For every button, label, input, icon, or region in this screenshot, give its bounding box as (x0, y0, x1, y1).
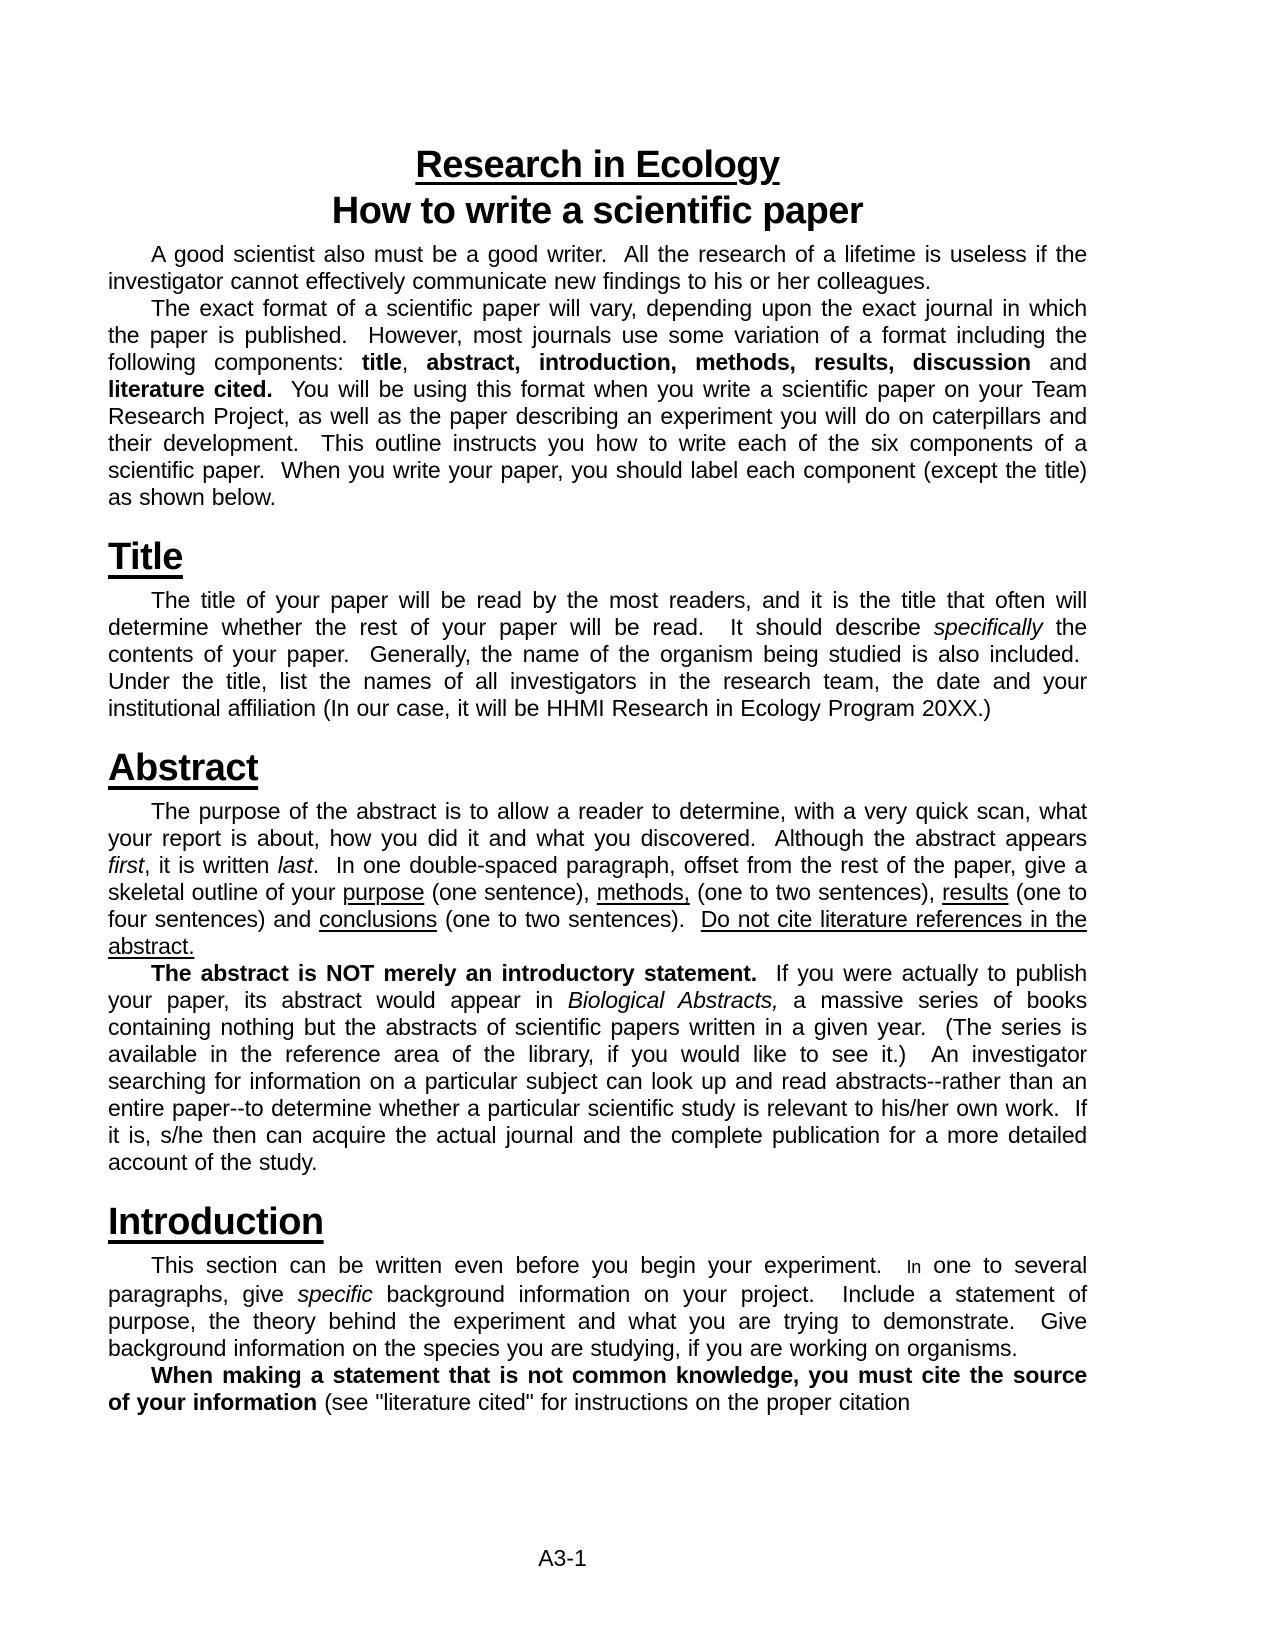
text-run: The purpose of the abstract is to allow a reader to determine, with a very quick scan, what your report is about, how you did it and what you discovered. Although the abstract appears (108, 798, 1087, 851)
text-run: , (401, 349, 427, 375)
page-number: A3-1 (538, 1545, 587, 1571)
text-run: . In one double-spaced paragraph, offset from the rest of the paper, give a skeletal outline of your (108, 852, 1087, 905)
text-run: abstract, introduction, methods, results, discussion (426, 349, 1031, 375)
text-run: literature cited. (108, 376, 273, 402)
text-run: (one sentence), (424, 879, 597, 905)
text-run: specific (297, 1281, 373, 1307)
text-run: If you were actually to publish your paper, its abstract would appear in (108, 960, 1087, 1013)
text-run: You will be using this format when you write a scientific paper on your Team Research Project, as well as the paper describing an experiment you will do on caterpillars and their development. This outline instructs you how to write each of the six components of a scientific paper. When you write your paper, you should label each component (except the title) as shown below. (108, 376, 1087, 510)
text-run: In (906, 1257, 922, 1277)
text-run: the contents of your paper. Generally, the name of the organism being studied is also included. Under the title, list the names of all investigators in the research team, the date and your institutional affiliation (In our case, it will be HHMI Research in Ecology Program 20XX.) (108, 614, 1087, 721)
text-run: A good scientist also must be a good writer. All the research of a lifetime is useless if the investigator cannot effectively communicate new findings to his or her colleagues. (108, 241, 1087, 294)
text-run: Do not cite literature references in the abstract. (108, 906, 1087, 959)
text-run: The abstract is NOT merely an introductory statement. (151, 960, 757, 986)
text-run: one to several paragraphs, give (108, 1252, 1087, 1307)
section-heading-title: Title (108, 536, 183, 578)
introduction-paragraph-2 (108, 1362, 1087, 1416)
text-run: The title of your paper will be read by the most readers, and it is the title that often will determine whether the rest of your paper will be read. It should describe (108, 587, 1087, 640)
text-run: (one to four sentences) and (108, 879, 1088, 932)
text-run: and (1030, 349, 1087, 375)
intro-paragraph-2 (108, 295, 1087, 511)
text-run: purpose (342, 879, 425, 905)
text-run: conclusions (319, 906, 438, 932)
text-run: background information on your project. Include a statement of purpose, the theory behind the experiment and what you are trying to demonstrate. Give background information on the species you are studying, if you are working on organisms. (108, 1281, 1087, 1361)
text-run: first (108, 852, 145, 878)
text-run: (see "literature cited" for instructions on the proper citation (317, 1389, 910, 1415)
text-run: title (361, 349, 402, 375)
section-heading-introduction: Introduction (108, 1201, 324, 1243)
text-run: , it is written (144, 852, 278, 878)
text-run: (one to two sentences). (437, 906, 701, 932)
document-title-line2: How to write a scientific paper (331, 190, 864, 232)
text-run: methods, (596, 879, 690, 905)
section-heading-abstract: Abstract (108, 747, 259, 789)
title-section-paragraph (108, 587, 1087, 722)
introduction-paragraph-1 (108, 1252, 1087, 1362)
text-run: When making a statement that is not common knowledge, you must cite the source of your information (108, 1362, 1087, 1415)
text-run: a massive series of books containing nothing but the abstracts of scientific papers written in a given year. (The series is available in the reference area of the library, if you would like to see it.) An investigator searching for information on a particular subject can look up and read abstracts--rather than an entire paper--to determine whether a particular scientific study is relevant to his/her own work. If it is, s/he then can acquire the actual journal and the complete publication for a more detailed account of the study. (108, 987, 1087, 1175)
abstract-paragraph-1 (108, 798, 1087, 960)
text-run: results (942, 879, 1009, 905)
text-run: specifically (933, 614, 1043, 640)
document-title-line1: Research in Ecology (415, 144, 780, 186)
abstract-paragraph-2 (108, 960, 1087, 1176)
intro-paragraph-1 (108, 241, 1087, 295)
document-title (108, 142, 1087, 234)
text-run: (one to two sentences), (689, 879, 943, 905)
text-run: Biological Abstracts, (567, 987, 779, 1013)
text-run: last (277, 852, 313, 878)
text-run: The exact format of a scientific paper will vary, depending upon the exact journal in which the paper is published. However, most journals use some variation of a format including the following components: (108, 295, 1087, 375)
text-run: This section can be written even before you begin your experiment. (151, 1252, 907, 1278)
